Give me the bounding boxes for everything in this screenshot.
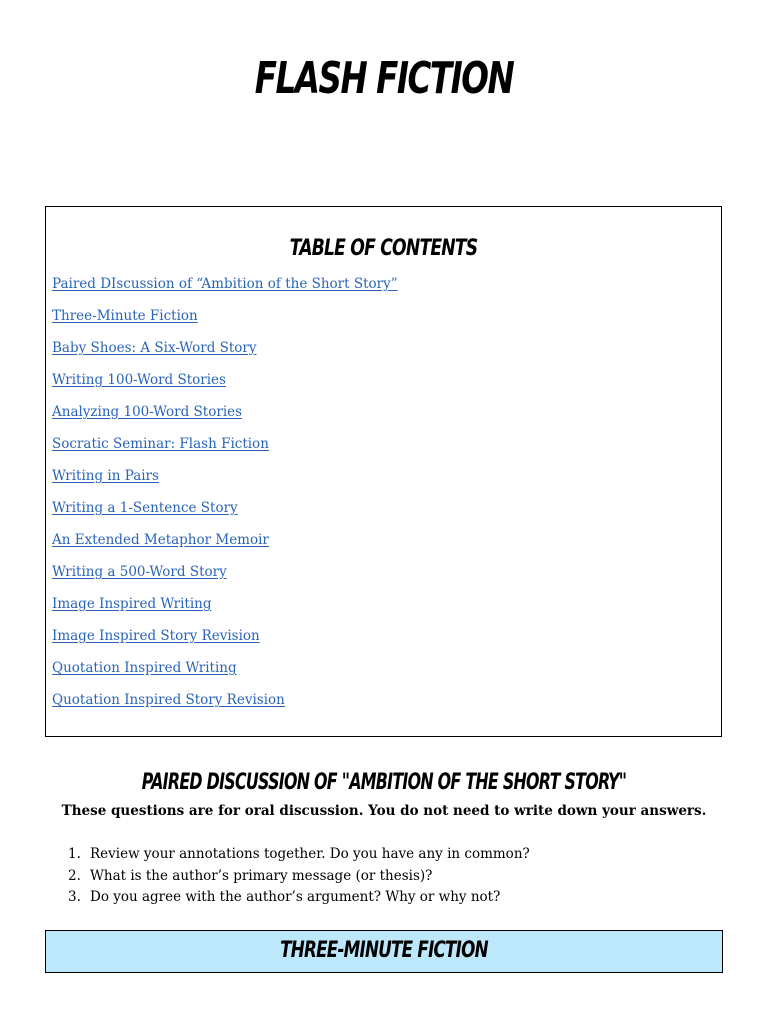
toc-link-paired-discussion[interactable]: Paired DIscussion of “Ambition of the Short Story” xyxy=(52,276,398,292)
three-minute-fiction-banner xyxy=(45,930,723,973)
paired-discussion-heading: PAIRED DISCUSSION OF "AMBITION OF THE SHORT STORY" xyxy=(141,770,627,795)
toc-item xyxy=(52,655,398,687)
toc-link-writing-in-pairs[interactable]: Writing in Pairs xyxy=(52,468,159,484)
question-item xyxy=(68,844,530,866)
toc-item xyxy=(52,623,398,655)
toc-link-extended-metaphor-memoir[interactable]: An Extended Metaphor Memoir xyxy=(52,532,269,548)
toc-heading: TABLE OF CONTENTS xyxy=(289,236,478,261)
question-number: 1. xyxy=(68,846,81,862)
toc-item xyxy=(52,431,398,463)
toc-link-one-sentence-story[interactable]: Writing a 1-Sentence Story xyxy=(52,500,238,516)
question-text: What is the author’s primary message (or thesis)? xyxy=(90,867,433,884)
toc-item xyxy=(52,367,398,399)
toc-link-image-inspired-revision[interactable]: Image Inspired Story Revision xyxy=(52,628,260,644)
toc-list xyxy=(52,271,398,719)
three-minute-fiction-heading: THREE-MINUTE FICTION xyxy=(280,938,488,963)
toc-item xyxy=(52,495,398,527)
toc-item xyxy=(52,463,398,495)
toc-link-socratic-seminar[interactable]: Socratic Seminar: Flash Fiction xyxy=(52,436,269,452)
toc-link-baby-shoes[interactable]: Baby Shoes: A Six-Word Story xyxy=(52,340,257,356)
toc-item xyxy=(52,559,398,591)
toc-link-image-inspired-writing[interactable]: Image Inspired Writing xyxy=(52,596,212,612)
table-of-contents-box xyxy=(45,206,722,737)
question-text: Review your annotations together. Do you have any in common? xyxy=(90,846,530,862)
question-item xyxy=(68,866,530,888)
discussion-questions xyxy=(68,844,530,909)
toc-link-analyzing-100-word-stories[interactable]: Analyzing 100-Word Stories xyxy=(52,404,243,420)
toc-item xyxy=(52,527,398,559)
toc-link-three-minute-fiction[interactable]: Three-Minute Fiction xyxy=(52,308,198,324)
toc-link-quotation-inspired-writing[interactable]: Quotation Inspired Writing xyxy=(52,660,237,676)
question-number: 2. xyxy=(68,867,81,884)
question-number: 3. xyxy=(68,889,81,905)
toc-item xyxy=(52,687,398,719)
toc-item xyxy=(52,303,398,335)
toc-item xyxy=(52,591,398,623)
toc-link-500-word-story[interactable]: Writing a 500-Word Story xyxy=(52,564,227,580)
toc-item xyxy=(52,399,398,431)
toc-item xyxy=(52,335,398,367)
question-text: Do you agree with the author’s argument? Why or why not? xyxy=(90,889,501,905)
document-title: FLASH FICTION xyxy=(254,53,514,104)
discussion-instructions: These questions are for oral discussion. You do not need to write down your answers. xyxy=(61,803,707,819)
question-item xyxy=(68,887,530,909)
toc-link-writing-100-word-stories[interactable]: Writing 100-Word Stories xyxy=(52,372,226,388)
toc-item xyxy=(52,271,398,303)
toc-link-quotation-inspired-revision[interactable]: Quotation Inspired Story Revision xyxy=(52,692,285,708)
